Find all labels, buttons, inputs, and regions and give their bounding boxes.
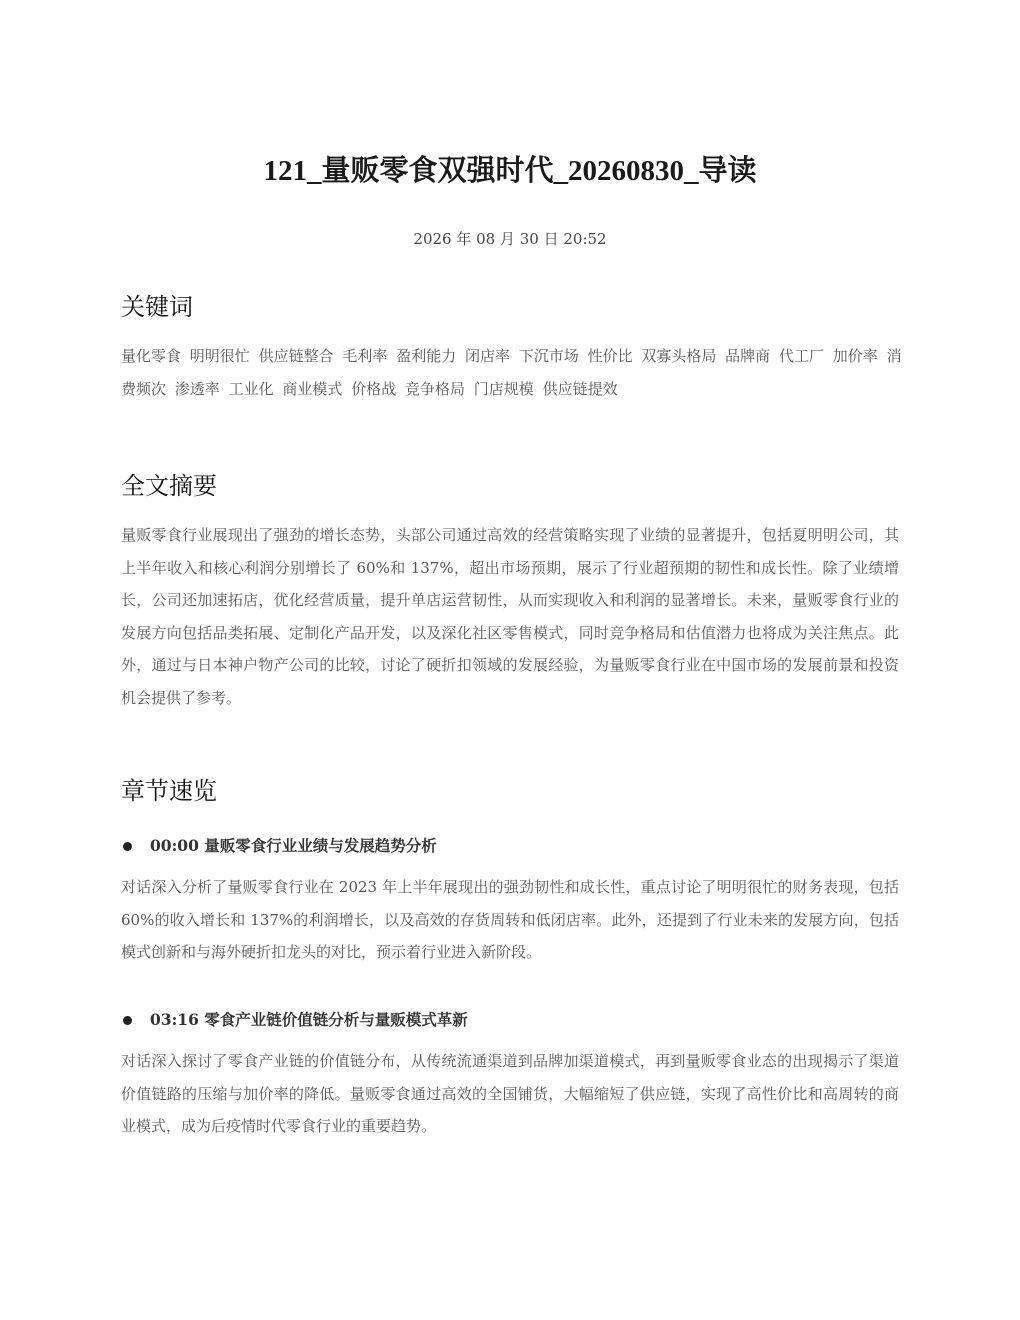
chapter-text: 对话深入探讨了零食产业链的价值链分布，从传统流通渠道到品牌加渠道模式，再到量贩零食业态的出现揭示了渠道价值链路的压缩与加价率的降低。量贩零食通过高效的全国铺货，大幅缩短了供应链，实现了高性价比和高周转的商业模式，成为后疫情时代零食行业的重要趋势。 <box>121 1052 899 1135</box>
keyword: 品牌商 <box>725 347 771 365</box>
keyword: 供应链提效 <box>542 379 618 398</box>
keyword-list <box>121 340 903 405</box>
keyword: 性价比 <box>587 347 633 365</box>
chapter-text: 对话深入分析了量贩零食行业在 2023 年上半年展现出的强劲韧性和成长性，重点讨论了明明很忙的财务表现，包括 60%的收入增长和 137%的利润增长，以及高效的存货周转和低闭店率。此外，还提到了行业未来的发展方向，包括模式创新和与海外硬折扣龙头的对比，预示着行业进入新阶段。 <box>121 878 899 961</box>
chapter-title-text: 03:16 零食产业链价值链分析与量贩模式革新 <box>150 1010 468 1029</box>
document-date: 2026 年 08 月 30 日 20:52 <box>413 230 607 248</box>
chapter-title <box>121 835 437 857</box>
keyword: 双寡头格局 <box>641 347 717 365</box>
keyword: 代工厂 <box>778 347 824 365</box>
keyword: 竞争格局 <box>404 379 465 398</box>
keyword: 消费频次 <box>121 347 902 398</box>
bullet-icon <box>123 1016 132 1025</box>
chapters-heading: 章节速览 <box>121 777 217 805</box>
document-title: 121_量贩零食双强时代_20260830_导读 <box>263 155 757 187</box>
keyword: 价格战 <box>351 379 397 398</box>
keyword: 闭店率 <box>464 347 510 365</box>
keyword: 门店规模 <box>473 379 534 398</box>
chapter-title-text: 00:00 量贩零食行业业绩与发展趋势分析 <box>150 836 437 855</box>
keywords-heading: 关键词 <box>121 293 193 321</box>
keyword: 明明很忙 <box>189 347 250 365</box>
keyword: 量化零食 <box>121 347 182 365</box>
keyword: 商业模式 <box>282 379 343 398</box>
keyword: 工业化 <box>228 379 274 398</box>
summary-heading: 全文摘要 <box>121 472 217 500</box>
keyword: 加价率 <box>832 347 878 365</box>
summary-text: 量贩零食行业展现出了强劲的增长态势，头部公司通过高效的经营策略实现了业绩的显著提升，包括夏明明公司，其上半年收入和核心利润分别增长了 60%和 137%，超出市场预期，展示了行业超预期的韧性和成长性。除了业绩增长，公司还加速拓店，优化经营质量，提升单店运营韧性，从而实现收入和利润的显著增长。未来，量贩零食行业的发展方向包括品类拓展、定制化产品开发，以及深化社区零售模式，同时竞争格局和估值潜力也将成为关注焦点。此外，通过与日本神户物产公司的比较，讨论了硬折扣领域的发展经验，为量贩零食行业在中国市场的发展前景和投资机会提供了参考。 <box>121 526 899 707</box>
keyword: 下沉市场 <box>518 347 579 365</box>
bullet-icon <box>123 842 132 851</box>
keyword: 供应链整合 <box>258 347 334 365</box>
chapter-title <box>121 1009 468 1031</box>
keyword: 渗透率 <box>174 379 220 398</box>
keyword: 毛利率 <box>342 347 388 365</box>
keyword: 盈利能力 <box>396 347 457 365</box>
